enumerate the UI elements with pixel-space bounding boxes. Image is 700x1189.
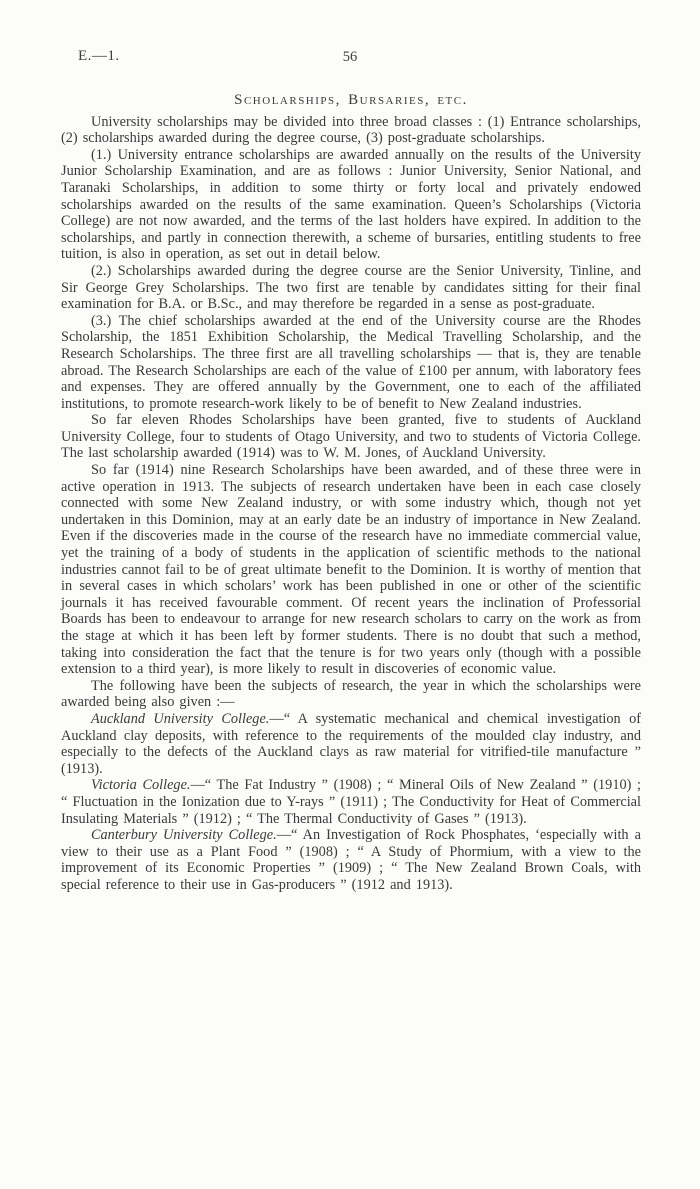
college-research-victoria: —“ The Fat Industry ” (1908) ; “ Mineral Oils of New Zealand ” (1910) ; “ Fluctuation in the Ionization due to Y-rays ” (1911) ; The Conductivity for Heat of Commercial Insulating Materials ” (1912) ; “ The Thermal Conductivity of Gases ” (1913).: [61, 777, 641, 827]
paragraph-subjects-of-research-lead: The following have been the subjects of research, the year in which the scholarships were awarded being also given :—: [61, 677, 641, 711]
page-content: [61, 92, 641, 894]
paragraph-research-scholarships: So far (1914) nine Research Scholarships have been awarded, and of these three were in active operation in 1913. The subjects of research undertaken have been in each case closely connected with some New Zealand industry, or with some industry which, though not yet undertaken in this Dominion, may at an early date be an industry of importance in New Zealand. Even if the discoveries made in the course of the research have no immediate commercial value, yet the training of a body of students in the application of scientific methods to the national industries cannot fail to be of great ultimate benefit to the Dominion. It is worthy of mention that in several cases in which scholars’ work has been published in one or other of the scientific journals it has received favourable comment. Of recent years the inclination of Professorial Boards has been to endeavour to arrange for new research scholars to carry on the work as from the stage at which it has been left by former students. There is no doubt that such a method, taking into consideration the fact that the tenure is for two years only (though with a possible extension to a third year), is more likely to result in discoveries of economic value.: [61, 462, 641, 678]
college-research-auckland: —“ A systematic mechanical and chemical investigation of Auckland clay deposits, with reference to the requirements of the moulded clay industry, and especially to the defects of the Auckland clays as raw material for vitrified-tile manufacture ” (1913).: [61, 710, 641, 777]
paragraph-victoria-college: [61, 777, 641, 827]
paragraph-canterbury-university-college: [61, 827, 641, 893]
college-name-canterbury: Canterbury University College.: [91, 827, 277, 844]
college-name-auckland: Auckland University College.: [91, 710, 270, 727]
college-research-canterbury: —“ An Investigation of Rock Phosphates, ‘especially with a view to their use as a Plant Food ” (1908) ; “ A Study of Phormium, with a view to the improvement of its Economic Properties ” (1909) ; “ The New Zealand Brown Coals, with special reference to their use in Gas-producers ” (1912 and 1913).: [61, 827, 641, 893]
paragraph-entrance-scholarships: (1.) University entrance scholarships are awarded annually on the results of the University Junior Scholarship Examination, and are as follows : Junior University, Senior National, and Taranaki Scholarships, in addition to some thirty or forty local and privately endowed scholarships awarded on the results of the same examination. Queen’s Scholarships (Victoria College) are not now awarded, and the terms of the last holders have expired. In addition to the scholarships, and partly in connection therewith, a scheme of bursaries, entitling students to free tuition, is also in operation, as set out in detail below.: [61, 146, 641, 263]
paragraph-degree-course-scholarships: (2.) Scholarships awarded during the degree course are the Senior University, Tinline, and Sir George Grey Scholarships. The two first are tenable by candidates sitting for their final examination for B.A. or B.Sc., and may therefore be regarded in a sense as post-graduate.: [61, 262, 641, 313]
college-name-victoria: Victoria College.: [91, 777, 191, 794]
report-code: E.—1.: [78, 48, 120, 64]
page-number: 56: [342, 49, 358, 65]
paragraph-intro-classes: University scholarships may be divided into three broad classes : (1) Entrance scholarships, (2) scholarships awarded during the degree course, (3) post-graduate scholarships.: [61, 113, 641, 147]
paragraph-chief-scholarships: (3.) The chief scholarships awarded at the end of the University course are the Rhodes Scholarship, the 1851 Exhibition Scholarship, the Medical Travelling Scholarship, and the Research Scholarships. The three first are all travelling scholarships — that is, they are tenable abroad. The Research Scholarships are each of the value of £100 per annum, with laboratory fees and expenses. They are offered annually by the Government, one to each of the affiliated institutions, to promote research-work likely to be of benefit to New Zealand industries.: [61, 312, 641, 412]
paragraph-rhodes-scholarships: So far eleven Rhodes Scholarships have been granted, five to students of Auckland University College, four to students of Otago University, and two to students of Victoria College. The last scholarship awarded (1914) was to W. M. Jones, of Auckland University.: [61, 412, 641, 462]
section-title: Scholarships, Bursaries, etc.: [234, 92, 468, 108]
paragraph-auckland-university-college: [61, 711, 641, 777]
